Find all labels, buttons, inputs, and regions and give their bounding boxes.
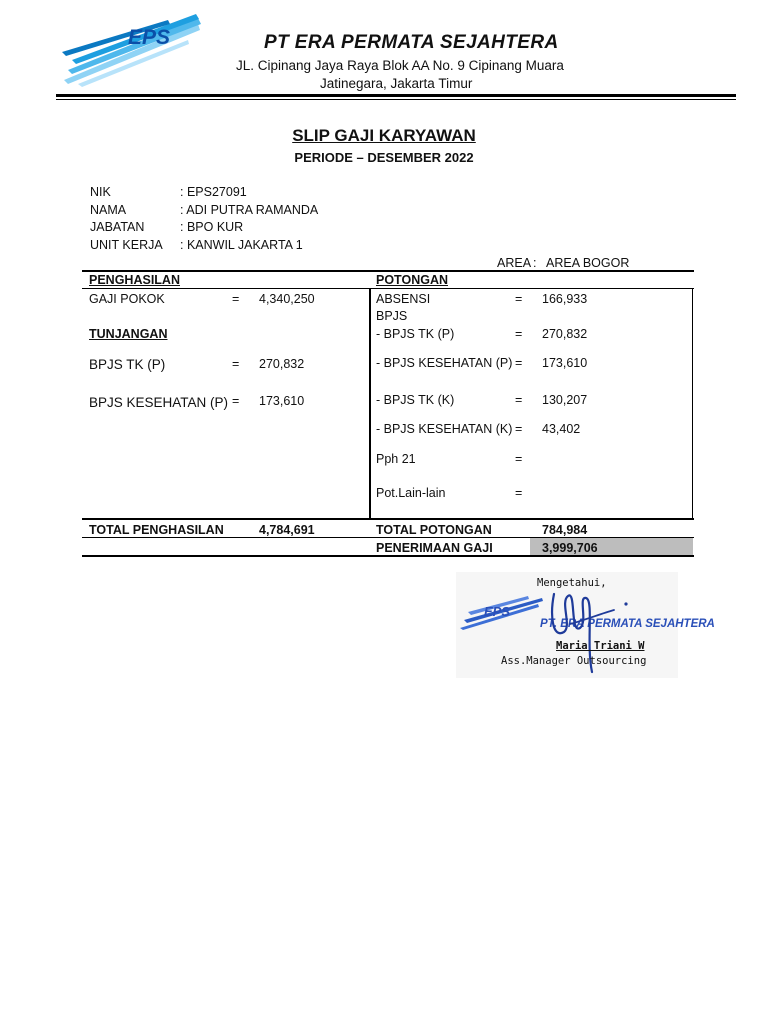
deduction-bpjs-tk-k-label: - BPJS TK (K) <box>376 393 455 407</box>
company-name: PT ERA PERMATA SEJAHTERA <box>264 32 559 53</box>
total-deduction-value: 784,984 <box>542 523 588 537</box>
income-bpjs-tk-p-value: 270,832 <box>259 357 305 371</box>
header-rule-thin <box>56 99 736 100</box>
employee-nik-value: : EPS27091 <box>180 185 247 199</box>
income-bpjs-kes-p-eq: = <box>232 394 240 408</box>
area-value: AREA BOGOR <box>546 256 630 270</box>
deduction-bpjs-kes-p-eq: = <box>515 356 523 370</box>
logo-text: EPS <box>128 26 171 49</box>
employee-position-label: JABATAN <box>90 220 145 234</box>
area-sep: : <box>533 256 537 270</box>
employee-unit-label: UNIT KERJA <box>90 238 163 252</box>
signer-name: Maria Triani W <box>556 640 645 652</box>
signer-position: Ass.Manager Outsourcing <box>501 655 647 667</box>
header-rule-thick <box>56 94 736 97</box>
company-address-line2: Jatinegara, Jakarta Timur <box>320 76 473 91</box>
income-bpjs-kes-p-value: 173,610 <box>259 394 305 408</box>
company-address-line1: JL. Cipinang Jaya Raya Blok AA No. 9 Cipinang Muara <box>236 58 564 73</box>
employee-name-value: : ADI PUTRA RAMANDA <box>180 203 319 217</box>
deduction-bpjs-tk-p-value: 270,832 <box>542 327 588 341</box>
slip-period: PERIODE – DESEMBER 2022 <box>294 150 474 165</box>
table-top-rule <box>82 270 694 272</box>
deduction-bpjs-tk-p-label: - BPJS TK (P) <box>376 327 455 341</box>
table-right-border <box>692 288 693 518</box>
deduction-bpjs-kes-k-eq: = <box>515 422 523 436</box>
absensi-label: ABSENSI <box>376 292 431 306</box>
pot-lain-label: Pot.Lain-lain <box>376 486 446 500</box>
total-deduction-label: TOTAL POTONGAN <box>376 523 492 537</box>
deductions-header: POTONGAN <box>376 273 448 287</box>
total-top-rule <box>82 518 694 520</box>
absensi-eq: = <box>515 292 523 306</box>
employee-name-label: NAMA <box>90 203 127 217</box>
deduction-bpjs-kes-p-label: - BPJS KESEHATAN (P) <box>376 356 513 370</box>
stamp-company: PT. ERA PERMATA SEJAHTERA <box>540 618 715 630</box>
pph21-eq: = <box>515 452 523 466</box>
deduction-bpjs-kes-k-label: - BPJS KESEHATAN (K) <box>376 422 513 436</box>
gaji-pokok-label: GAJI POKOK <box>89 292 165 306</box>
column-divider <box>369 288 371 518</box>
total-income-label: TOTAL PENGHASILAN <box>89 523 224 537</box>
signature-known: Mengetahui, <box>537 577 607 589</box>
deduction-bpjs-tk-k-value: 130,207 <box>542 393 588 407</box>
employee-unit-value: : KANWIL JAKARTA 1 <box>180 238 303 252</box>
table-header-rule <box>82 288 694 289</box>
gaji-pokok-value: 4,340,250 <box>259 292 315 306</box>
employee-position-value: : BPO KUR <box>180 220 244 234</box>
deduction-bpjs-kes-p-value: 173,610 <box>542 356 588 370</box>
pot-lain-eq: = <box>515 486 523 500</box>
income-header: PENGHASILAN <box>89 273 180 287</box>
gaji-pokok-eq: = <box>232 292 240 306</box>
slip-title: SLIP GAJI KARYAWAN <box>292 126 476 145</box>
employee-nik-label: NIK <box>90 185 111 199</box>
tunjangan-header: TUNJANGAN <box>89 327 168 341</box>
deduction-bpjs-kes-k-value: 43,402 <box>542 422 581 436</box>
net-bottom-rule <box>82 555 694 557</box>
total-income-value: 4,784,691 <box>259 523 315 537</box>
bpjs-header: BPJS <box>376 309 408 323</box>
stamp-logo-text: EPS <box>484 604 511 619</box>
area-label: AREA <box>497 256 532 270</box>
net-pay-label: PENERIMAAN GAJI <box>376 541 493 555</box>
absensi-value: 166,933 <box>542 292 588 306</box>
income-bpjs-tk-p-eq: = <box>232 357 240 371</box>
pph21-label: Pph 21 <box>376 452 416 466</box>
deduction-bpjs-tk-p-eq: = <box>515 327 523 341</box>
income-bpjs-tk-p-label: BPJS TK (P) <box>89 357 166 372</box>
income-bpjs-kes-p-label: BPJS KESEHATAN (P) <box>89 395 229 410</box>
net-pay-value: 3,999,706 <box>542 541 598 555</box>
deduction-bpjs-tk-k-eq: = <box>515 393 523 407</box>
